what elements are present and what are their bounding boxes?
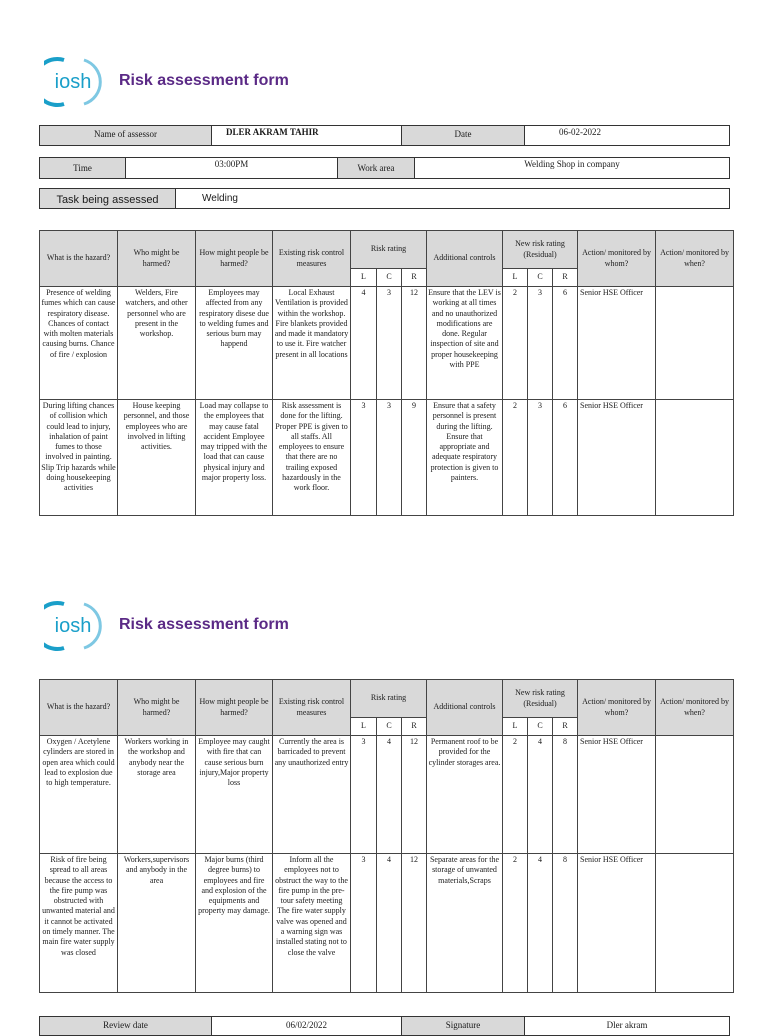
col-c: C: [377, 718, 402, 736]
assessor-value: DLER AKRAM TAHIR: [212, 126, 402, 145]
cell-l: 4: [351, 287, 377, 400]
col-how: How might people be harmed?: [196, 231, 273, 287]
cell-existing: Risk assessment is done for the lifting. Proper PPE is given to all staffs. All employees to ensure that there are no trailing exposed hazardously in the work floor.: [273, 400, 351, 516]
col-additional: Additional controls: [427, 680, 503, 736]
table-row: [40, 736, 734, 854]
col-new-r: R: [553, 718, 578, 736]
cell-additional: Ensure that the LEV is working at all times and no unauthorized modifications are done. Regular inspection of site and proper housekeeping with PPE: [427, 287, 503, 400]
cell-l: 3: [351, 854, 377, 993]
col-additional: Additional controls: [427, 231, 503, 287]
review-date-label: Review date: [40, 1017, 212, 1035]
cell-whom: Senior HSE Officer: [578, 287, 656, 400]
cell-c: 3: [377, 287, 402, 400]
col-action-whom: Action/ monitored by whom?: [578, 231, 656, 287]
cell-when: [656, 400, 734, 516]
time-row: [39, 157, 730, 179]
cell-new-l: 2: [503, 736, 528, 854]
assessor-row: [39, 125, 730, 146]
risk-table-page-2: [39, 679, 734, 993]
cell-existing: Currently the area is barricaded to prevent any unauthorized entry: [273, 736, 351, 854]
col-who: Who might be harmed?: [118, 231, 196, 287]
cell-how: Employees may affected from any respiratory disese due to welding fumes and serious burn may happend: [196, 287, 273, 400]
iosh-logo: [44, 598, 100, 654]
col-new-rating: New risk rating (Residual): [503, 231, 578, 269]
col-new-l: L: [503, 718, 528, 736]
assessor-label: Name of assessor: [40, 126, 212, 145]
cell-new-l: 2: [503, 400, 528, 516]
cell-new-c: 4: [528, 736, 553, 854]
cell-who: House keeping personnel, and those employees who are involved in lifting activities.: [118, 400, 196, 516]
cell-r: 12: [402, 736, 427, 854]
col-risk-rating: Risk rating: [351, 680, 427, 718]
col-risk-rating: Risk rating: [351, 231, 427, 269]
cell-who: Workers working in the workshop and anybody near the storage area: [118, 736, 196, 854]
cell-additional: Ensure that a safety personnel is present during the lifting. Ensure that appropriate and adequate respiratory protection is given to painters.: [427, 400, 503, 516]
cell-l: 3: [351, 400, 377, 516]
col-l: L: [351, 269, 377, 287]
table-row: [40, 854, 734, 993]
time-value: 03:00PM: [126, 158, 338, 178]
review-row: [39, 1016, 730, 1036]
cell-new-l: 2: [503, 287, 528, 400]
col-who: Who might be harmed?: [118, 680, 196, 736]
cell-new-r: 6: [553, 400, 578, 516]
col-r: R: [402, 718, 427, 736]
cell-new-r: 8: [553, 854, 578, 993]
col-new-r: R: [553, 269, 578, 287]
signature-value: Dler akram: [606, 1020, 648, 1030]
cell-whom: Senior HSE Officer: [578, 736, 656, 854]
col-existing: Existing risk control measures: [273, 231, 351, 287]
table-row: [40, 287, 734, 400]
cell-how: Employee may caught with fire that can cause serious burn injury,Major property loss: [196, 736, 273, 854]
form-title: Risk assessment form: [119, 616, 289, 633]
col-hazard: What is the hazard?: [40, 680, 118, 736]
cell-l: 3: [351, 736, 377, 854]
cell-new-l: 2: [503, 854, 528, 993]
cell-hazard: Presence of welding fumes which can cause respiratory disease. Chances of contact with molten materials causing burns. Chance of fire / explosion: [40, 287, 118, 400]
col-how: How might people be harmed?: [196, 680, 273, 736]
task-label: Task being assessed: [40, 189, 176, 208]
cell-hazard: During lifting chances of collision which could lead to injury, inhalation of paint fumes to those involved in painting. Slip Trip hazards while doing housekeeping activities: [40, 400, 118, 516]
col-action-whom: Action/ monitored by whom?: [578, 680, 656, 736]
cell-c: 4: [377, 736, 402, 854]
col-r: R: [402, 269, 427, 287]
svg-text:iosh: iosh: [54, 71, 92, 93]
col-action-when: Action/ monitored by when?: [656, 680, 734, 736]
risk-table-page-1: [39, 230, 734, 516]
cell-existing: Inform all the employees not to obstruct the way to the fire pump in the pre- tour safety meeting The fire water supply valve was opened and a warning sign was installed stating not to close the valve: [273, 854, 351, 993]
review-date-value: 06/02/2022: [212, 1017, 402, 1035]
date-label: Date: [402, 126, 525, 145]
form-title: Risk assessment form: [119, 72, 289, 89]
table-row: [40, 400, 734, 516]
col-c: C: [377, 269, 402, 287]
cell-r: 9: [402, 400, 427, 516]
cell-r: 12: [402, 854, 427, 993]
cell-when: [656, 854, 734, 993]
cell-whom: Senior HSE Officer: [578, 400, 656, 516]
cell-new-c: 3: [528, 400, 553, 516]
date-value: 06-02-2022: [559, 127, 601, 137]
cell-hazard: Risk of fire being spread to all areas because the access to the fire pump was obstructed with unwanted material and it cannot be activated on timely manner. The main fire water supply was closed: [40, 854, 118, 993]
col-action-when: Action/ monitored by when?: [656, 231, 734, 287]
cell-when: [656, 736, 734, 854]
time-label: Time: [40, 158, 126, 178]
cell-existing: Local Exhaust Ventilation is provided within the workshop. Fire blankets provided and made it mandatory to use it. Fire watcher present in all locations: [273, 287, 351, 400]
cell-who: Welders, Fire watchers, and other personnel who are present in the workshop.: [118, 287, 196, 400]
col-new-rating: New risk rating (Residual): [503, 680, 578, 718]
svg-text:iosh: iosh: [54, 615, 92, 637]
cell-r: 12: [402, 287, 427, 400]
cell-new-c: 4: [528, 854, 553, 993]
signature-label: Signature: [402, 1017, 525, 1035]
col-new-l: L: [503, 269, 528, 287]
work-area-label: Work area: [338, 158, 415, 178]
iosh-logo: [44, 54, 100, 110]
col-new-c: C: [528, 269, 553, 287]
cell-how: Load may collapse to the employees that may cause fatal accident Employee may tripped with the load that can cause physical injury and major property loss.: [196, 400, 273, 516]
col-new-c: C: [528, 718, 553, 736]
cell-who: Workers,supervisors and anybody in the area: [118, 854, 196, 993]
cell-when: [656, 287, 734, 400]
cell-new-c: 3: [528, 287, 553, 400]
cell-additional: Permanent roof to be provided for the cylinder storages area.: [427, 736, 503, 854]
col-l: L: [351, 718, 377, 736]
cell-whom: Senior HSE Officer: [578, 854, 656, 993]
task-row: [39, 188, 730, 209]
task-value: Welding: [202, 193, 238, 204]
work-area-value: Welding Shop in company: [524, 159, 620, 169]
cell-additional: Separate areas for the storage of unwanted materials,Scraps: [427, 854, 503, 993]
col-existing: Existing risk control measures: [273, 680, 351, 736]
cell-hazard: Oxygen / Acetylene cylinders are stored in open area which could lead to explosion due to high temperature.: [40, 736, 118, 854]
cell-new-r: 8: [553, 736, 578, 854]
col-hazard: What is the hazard?: [40, 231, 118, 287]
cell-new-r: 6: [553, 287, 578, 400]
cell-c: 3: [377, 400, 402, 516]
cell-how: Major burns (third degree burns) to employees and fire and explosion of the equipments and property may damage.: [196, 854, 273, 993]
cell-c: 4: [377, 854, 402, 993]
